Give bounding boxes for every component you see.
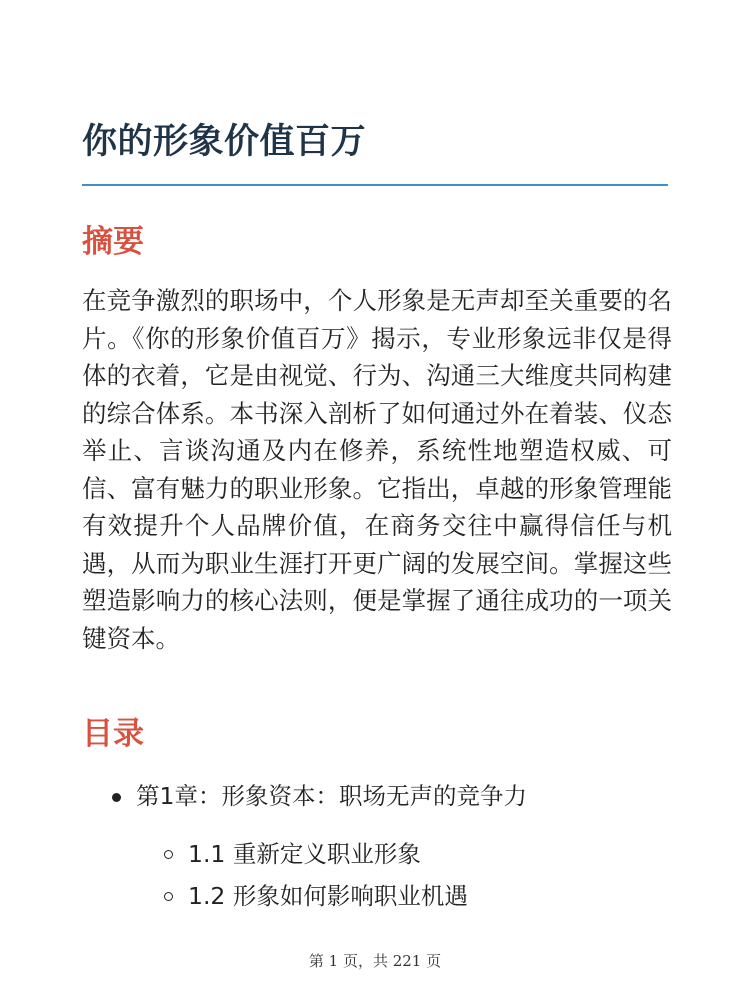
document-title: 你的形象价值百万 [82, 122, 367, 162]
toc-heading: 目录 [82, 716, 144, 752]
page-number-footer: 第 1 页，共 221 页 [308, 952, 442, 970]
toc-section-label: 1.1 重新定义职业形象 [188, 840, 421, 868]
abstract-heading: 摘要 [82, 224, 144, 260]
filled-bullet-icon [112, 793, 121, 802]
toc-section-label: 1.2 形象如何影响职业机遇 [188, 882, 468, 910]
abstract-body: 在竞争激烈的职场中，个人形象是无声却至关重要的名片。《你的形象价值百万》揭示，专业形象远非仅是得体的衣着，它是由视觉、行为、沟通三大维度共同构建的综合体系。本书深入剖析了如何通过外在着装、仪态举止、言谈沟通及内在修养，系统性地塑造权威、可信、富有魅力的职业形象。它指出，卓越的形象管理能有效提升个人品牌价值，在商务交往中赢得信任与机遇，从而为职业生涯打开更广阔的发展空间。掌握这些塑造影响力的核心法则，便是掌握了通往成功的一项关键资本。 [82, 286, 672, 653]
toc-chapter-label: 第1章：形象资本：职场无声的竞争力 [136, 782, 527, 810]
hollow-bullet-icon [164, 850, 173, 859]
hollow-bullet-icon [164, 892, 173, 901]
title-divider [82, 184, 668, 186]
